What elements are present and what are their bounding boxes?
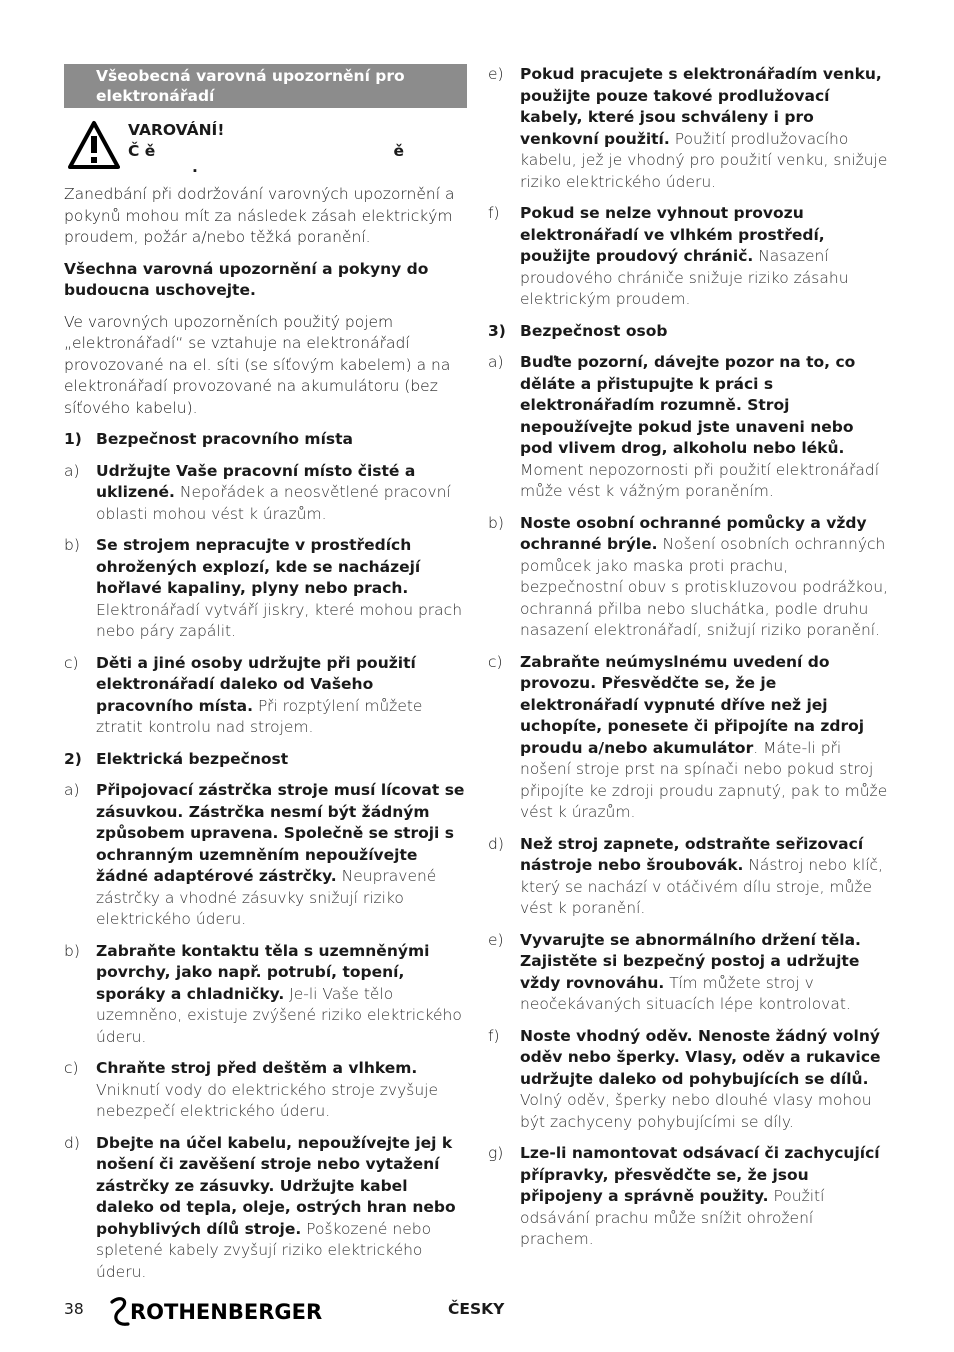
keep-instructions-note: Všechna varovná upozornění a pokyny do budoucna uschovejte. (64, 259, 429, 299)
list-item (64, 653, 467, 739)
item-bold-text: Pokud pracujete s elektronářadím venku, použijte pouze takové prodlužovací kabely, které jsou schváleny i pro venkovní použití. (520, 65, 882, 148)
section-title: Bezpečnost osob (520, 321, 668, 340)
item-bold-text: Se strojem nepracujte v prostředích ohrožených explozí, kde se nacházejí hořlavé kapaliny, plyny nebo prach. (96, 536, 421, 597)
list-item (64, 941, 467, 1049)
left-column (64, 64, 467, 1293)
item-bold-text: Dbejte na účel kabelu, nepoužívejte jej k nošení či zavěšení stroje nebo vytažení zástrčky ze zásuvky. Udržujte kabel daleko od tepla, oleje, ostrých hran nebo pohyblivých dílů stroje. (96, 1133, 456, 1238)
section-number: 2) (64, 749, 82, 768)
language-label: ČESKY (448, 1300, 505, 1318)
item-letter: c) (64, 1059, 79, 1077)
item-bold-text: Noste vhodný oděv. Nenoste žádný volný oděv nebo šperky. Vlasy, oděv a rukavice udržujte daleko od pohybujících se dílů. (520, 1026, 881, 1088)
item-bold-text: Buďte pozorní, dávejte pozor na to, co děláte a přistupujte k práci s elektronářadím rozumně. Stroj nepoužívejte pokud jste unaveni nebo pod vlivem drog, alkoholu nebo léků. (520, 353, 856, 457)
list-item (64, 780, 467, 931)
item-text: . Máte-li při nošení stroje prst na spínači nebo pokud stroj připojíte ke zdroji proudu zapnutý, pak to může vést k úrazům. (520, 738, 888, 821)
item-letter: c) (488, 652, 503, 671)
definition-paragraph: Ve varovných upozorněních použitý pojem „elektronářadí“ se vztahuje na elektronářadí provozované na el. síti (se síťovým kabelem) a na elektronářadí provozované na akumulátoru (bez síťového kabelu). (64, 312, 451, 417)
section-title: Elektrická bezpečnost (96, 749, 289, 768)
warning-text (128, 120, 458, 176)
item-text: Použití odsávání prachu může snížit ohrožení prachem. (520, 1187, 825, 1248)
section-number: 3) (488, 321, 506, 340)
list-item (64, 461, 467, 526)
item-letter: c) (64, 653, 79, 672)
item-letter: e) (488, 930, 504, 949)
warning-title: VAROVÁNÍ! (128, 121, 225, 139)
item-bold-text: Lze-li namontovat odsávací či zachycující přípravky, přesvědčte se, že jsou připojeny a správně použity. (520, 1144, 880, 1205)
item-bold-text: Noste osobní ochranné pomůcky a vždy ochranné brýle. (520, 513, 867, 553)
item-bold-text: Připojovací zástrčka stroje musí lícovat se zásuvkou. Zástrčka nesmí být žádným způsobem upravena. Společně se stroji s ochranným uzemněním nepoužívejte žádné adaptérové zástrčky. (96, 781, 465, 885)
item-letter: a) (64, 461, 80, 480)
list-item (488, 352, 890, 503)
list-item (488, 64, 890, 193)
list-item (488, 203, 890, 311)
item-text: Nepořádek a neosvětlené pracovní oblasti mohou vést k úrazům. (96, 483, 451, 523)
item-text: Neupravené zástrčky a vhodné zásuvky snižují riziko elektrického úderu. (96, 867, 437, 928)
item-letter: f) (488, 204, 500, 222)
list-item (488, 513, 890, 642)
brand-name: ROTHENBERGER (130, 1300, 323, 1324)
section-heading (64, 749, 467, 771)
list-item (488, 1026, 890, 1134)
item-bold-text: Chraňte stroj před deštěm a vlhkem. (96, 1059, 418, 1077)
section-title: Bezpečnost pracovního místa (96, 430, 353, 448)
item-letter: d) (488, 834, 504, 853)
item-text: Nošení osobních ochranných pomůcek jako maska proti prachu, bezpečnostní obuv s protiskluzovou podrážkou, ochranná přilba nebo sluchátka, podle druhu nasazení elektronářadí, snižují riziko poranění. (520, 535, 888, 639)
item-bold-text: Pokud se nelze vyhnout provozu elektronářadí ve vlhkém prostředí, použijte proudový chránič. (520, 204, 825, 265)
item-letter: a) (64, 781, 80, 799)
item-letter: g) (488, 1144, 504, 1162)
list-item (488, 652, 890, 824)
item-text: Nasazení proudového chrániče snižuje riziko zásahu elektrickým proudem. (520, 247, 849, 308)
warning-line-a: Č ě (128, 142, 156, 160)
item-bold-text: Než stroj zapnete, odstraňte seřizovací nástroje nebo šroubovák. (520, 834, 864, 874)
item-text: Elektronářadí vytváří jiskry, které mohou prach nebo páry zapálit. (96, 600, 463, 640)
item-bold-text: Zabraňte neúmyslnému uvedení do provozu. Přesvědčte se, že je elektronářadí vypnuté dříve než jej uchopíte, ponesete či připojíte na zdroj proudu a/nebo akumulátor (520, 652, 865, 757)
item-bold-text: Děti a jiné osoby udržujte při použití elektronářadí daleko od Vašeho pracovního místa. (96, 653, 416, 715)
list-item (488, 834, 890, 920)
page-footer (64, 1296, 890, 1326)
item-text: Použití prodlužovacího kabelu, jež je vhodný pro použití venku, snižuje riziko elektrického úderu. (520, 129, 888, 191)
item-letter: b) (64, 536, 80, 554)
item-letter: b) (488, 513, 504, 532)
list-item (64, 1058, 467, 1123)
warning-line-3: . (192, 158, 198, 176)
warning-triangle-icon (68, 120, 120, 170)
right-column (488, 64, 890, 1261)
item-letter: b) (64, 941, 80, 960)
warning-line-b: ě (393, 142, 404, 160)
item-text: Moment nepozornosti při použití elektronářadí může vést k vážným poraněním. (520, 460, 880, 500)
item-letter: e) (488, 65, 504, 83)
item-text: Nástroj nebo klíč, který se nachází v otáčivém dílu stroje, může vést k poranění. (520, 856, 883, 917)
item-bold-text: Zabraňte kontaktu těla s uzemněnými povrchy, jako např. potrubí, topení, sporáky a chladničky. (96, 941, 430, 1003)
rothenberger-logo (108, 1296, 348, 1326)
item-bold-text: Vyvarujte se abnormálního držení těla. Zajistěte si bezpečný postoj a udržujte vždy rovnováhu. (520, 930, 861, 992)
section-header: Všeobecná varovná upozornění pro elektronářadí (64, 64, 467, 108)
item-letter: f) (488, 1026, 500, 1045)
list-item (64, 1133, 467, 1284)
item-letter: d) (64, 1133, 80, 1152)
list-item (64, 535, 467, 643)
warning-line (128, 141, 458, 162)
item-letter: a) (488, 353, 504, 371)
intro-paragraph: Zanedbání při dodržování varovných upozornění a pokynů mohou mít za následek zásah elektrickým proudem, požár a/nebo těžká poranění. (64, 185, 455, 246)
item-text: Poškozené nebo spletené kabely zvyšují riziko elektrického úderu. (96, 1219, 432, 1281)
item-text: Vniknutí vody do elektrického stroje zvyšuje nebezpečí elektrického úderu. (96, 1080, 438, 1120)
item-bold-text: Udržujte Vaše pracovní místo čisté a uklizené. (96, 461, 416, 501)
item-text: Při rozptýlení můžete ztratit kontrolu nad strojem. (96, 696, 423, 736)
section-heading (64, 429, 467, 451)
warning-block (64, 118, 467, 180)
item-text: Je-li Vaše tělo uzemněno, existuje zvýšené riziko elektrického úderu. (96, 984, 462, 1046)
item-text: Tím můžete stroj v neočekávaných situacích lépe kontrolovat. (520, 973, 851, 1013)
list-item (488, 930, 890, 1016)
page-number: 38 (64, 1300, 84, 1318)
list-item (488, 1143, 890, 1251)
item-text: Volný oděv, šperky nebo dlouhé vlasy mohou být zachyceny pohybujícími se díly. (520, 1091, 872, 1131)
section-number: 1) (64, 430, 82, 448)
section-heading (488, 321, 890, 343)
